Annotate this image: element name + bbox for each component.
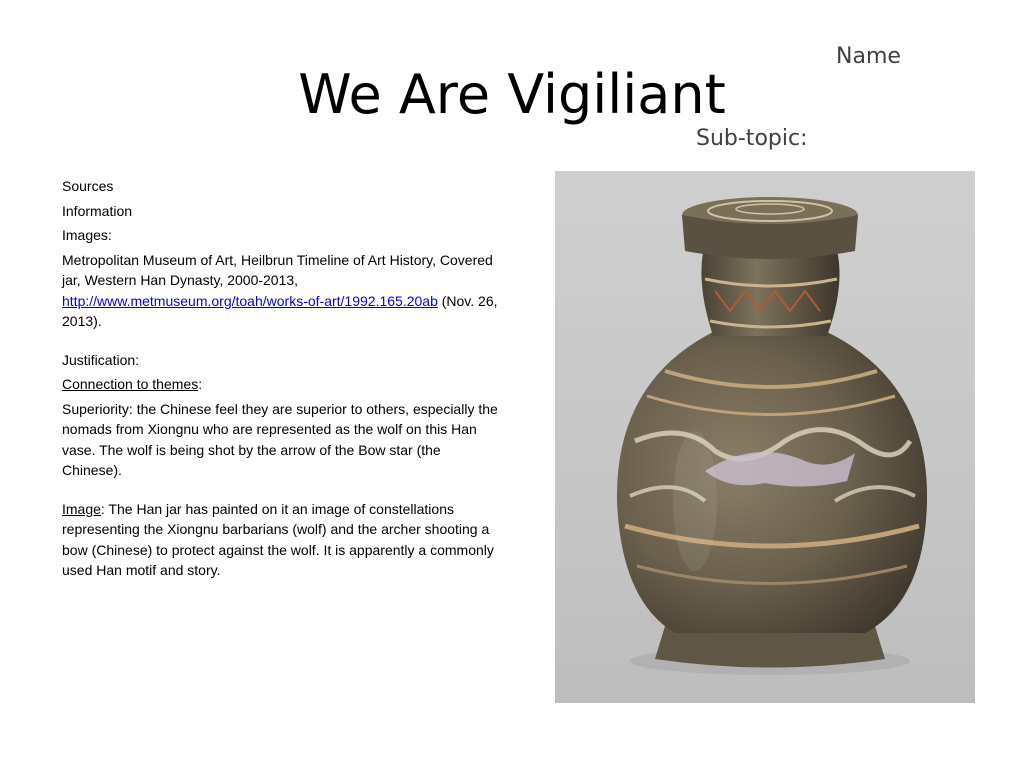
images-line: Images: [62, 227, 112, 243]
citation-link[interactable]: http://www.metmuseum.org/toah/works-of-art/1992.165.20ab [62, 292, 438, 309]
name-label: Name [836, 44, 901, 69]
jar-illustration [555, 171, 975, 703]
jar-photo [555, 171, 975, 703]
superiority-paragraph: Superiority: the Chinese feel they are superior to others, especially the nomads from Xiongnu who are represented as the wolf on this Han vase. The wolf is being shot by the arrow of the Bow star (the Chinese). [62, 400, 498, 478]
citation-date: (Nov. 26, 2013). [62, 292, 498, 329]
body-text [62, 176, 502, 585]
sources-line: Sources [62, 178, 114, 194]
citation-text: Metropolitan Museum of Art, Heilbrun Timeline of Art History, Covered jar, Western Han Dynasty, 2000-2013, [62, 251, 493, 288]
connection-line [62, 374, 502, 395]
citation [62, 250, 502, 332]
image-text: : The Han jar has painted on it an image of constellations representing the Xiongnu barbarians (wolf) and the archer shooting a bow (Chinese) to protect against the wolf. It is apparently a commonly used Han motif and story. [62, 500, 494, 578]
justification-line: Justification: [62, 351, 140, 368]
information-line: Information [62, 202, 133, 219]
connection-label: Connection to themes [62, 376, 199, 392]
image-paragraph [62, 499, 502, 581]
connection-colon: : [198, 376, 203, 392]
jar-highlight [673, 431, 717, 571]
subtopic-label: Sub-topic: [696, 126, 808, 151]
slide-title: We Are Vigiliant [298, 63, 726, 126]
image-label: Image [62, 500, 101, 517]
